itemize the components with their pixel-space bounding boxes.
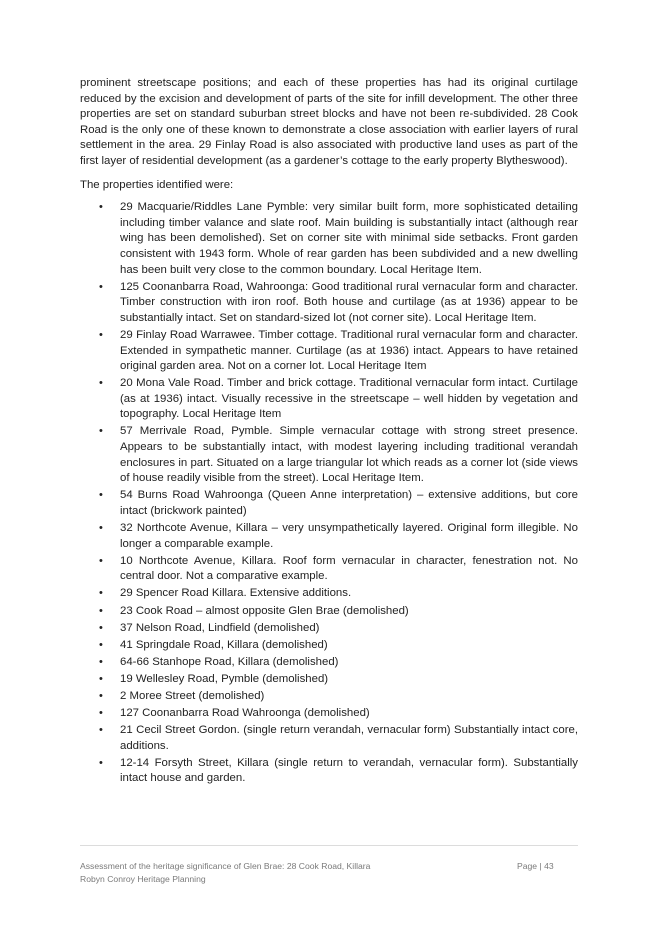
property-list-item bbox=[80, 604, 578, 620]
properties-list bbox=[80, 200, 578, 787]
footer-left bbox=[80, 860, 370, 886]
property-text: 125 Coonanbarra Road, Wahroonga: Good traditional rural vernacular form and character. Timber construction with iron roof. Both house and curtilage (as at 1936) appear to be substantially intact. Set on standard-sized lot (not corner site). Local Heritage Item. bbox=[120, 280, 578, 324]
opening-paragraph: prominent streetscape positions; and each of these properties has had its original curtilage reduced by the excision and development of parts of the site for infill development. The other three properties are set on standard suburban street blocks and have not been re-subdivided. 28 Cook Road is the only one of these known to demonstrate a close association with earlier layers of rural settlement in the area. 29 Finlay Road is also associated with productive land uses as part of the first layer of residential development (as a gardener’s cottage to the early property Blytheswood). bbox=[80, 77, 578, 167]
property-list-item bbox=[80, 706, 578, 722]
property-text: 10 Northcote Avenue, Killara. Roof form vernacular in character, fenestration not. No central door. Not a comparative example. bbox=[120, 554, 578, 583]
bullet-icon: • bbox=[99, 280, 103, 293]
property-text: 19 Wellesley Road, Pymble (demolished) bbox=[120, 672, 329, 685]
property-list-item bbox=[80, 554, 578, 585]
property-list-item bbox=[80, 621, 578, 637]
bullet-icon: • bbox=[99, 489, 103, 502]
bullet-icon: • bbox=[99, 672, 103, 685]
property-list-item bbox=[80, 672, 578, 688]
property-list-item bbox=[80, 655, 578, 671]
bullet-icon: • bbox=[99, 689, 103, 702]
property-list-item bbox=[80, 689, 578, 705]
page-number: Page | 43 bbox=[517, 861, 554, 871]
bullet-icon: • bbox=[99, 604, 103, 617]
bullet-icon: • bbox=[99, 621, 103, 634]
bullet-icon: • bbox=[99, 724, 103, 737]
bullet-icon: • bbox=[99, 638, 103, 651]
bullet-icon: • bbox=[99, 328, 103, 341]
bullet-icon: • bbox=[99, 201, 103, 214]
property-text: 23 Cook Road – almost opposite Glen Brae (demolished) bbox=[120, 604, 409, 617]
property-text: 12-14 Forsyth Street, Killara (single return to verandah, vernacular form). Substantially intact house and garden. bbox=[120, 756, 578, 785]
bullet-icon: • bbox=[99, 707, 103, 720]
property-list-item bbox=[80, 328, 578, 375]
property-list-item bbox=[80, 424, 578, 486]
footer-author: Robyn Conroy Heritage Planning bbox=[80, 874, 206, 884]
bullet-icon: • bbox=[99, 756, 103, 769]
property-text: 41 Springdale Road, Killara (demolished) bbox=[120, 638, 328, 651]
property-text: 20 Mona Vale Road. Timber and brick cottage. Traditional vernacular form intact. Curtilage (as at 1936) intact. Visually recessive in the streetscape – well hidden by vegetation and topography. Local Heritage Item bbox=[120, 377, 578, 421]
property-text: 64-66 Stanhope Road, Killara (demolished) bbox=[120, 655, 339, 668]
properties-intro: The properties identified were: bbox=[80, 178, 234, 191]
property-text: 29 Spencer Road Killara. Extensive additions. bbox=[120, 587, 352, 600]
property-text: 32 Northcote Avenue, Killara – very unsympathetically layered. Original form illegible. No longer a comparable example. bbox=[120, 522, 578, 550]
bullet-icon: • bbox=[99, 425, 103, 438]
property-list-item bbox=[80, 638, 578, 654]
property-list-item bbox=[80, 488, 578, 519]
bullet-icon: • bbox=[99, 554, 103, 567]
footer-divider bbox=[80, 845, 578, 846]
bullet-icon: • bbox=[99, 377, 103, 390]
page-body bbox=[80, 76, 578, 789]
bullet-icon: • bbox=[99, 522, 103, 535]
property-list-item bbox=[80, 376, 578, 423]
property-text: 37 Nelson Road, Lindfield (demolished) bbox=[120, 621, 320, 634]
property-text: 57 Merrivale Road, Pymble. Simple vernacular cottage with strong street presence. Appears to be substantially intact, with modest layering including traditional verandah enclosures in part. Situated on a large triangular lot which reads as a corner lot (side views of house readily visible from the street). Local Heritage Item. bbox=[120, 425, 578, 485]
property-list-item bbox=[80, 756, 578, 787]
property-text: 29 Finlay Road Warrawee. Timber cottage. Traditional rural vernacular form and character. Extended in sympathetic manner. Curtilage (as at 1936) intact. Appears to have retained original garden area. Not on a corner lot. Local Heritage Item bbox=[120, 328, 578, 373]
footer-document-title: Assessment of the heritage significance of Glen Brae: 28 Cook Road, Killara bbox=[80, 861, 371, 871]
bullet-icon: • bbox=[99, 587, 103, 600]
bullet-icon: • bbox=[99, 655, 103, 668]
property-text: 29 Macquarie/Riddles Lane Pymble: very similar built form, more sophisticated detailing including timber valance and slate roof. Main building is substantially intact (although rear wing has been demolished). Set on corner site with minimal side setbacks. Front garden consistent with 1943 form. Whole of rear garden has been subdivided and a new dwelling has been built very close to the common boundary. Local Heritage Item. bbox=[120, 201, 578, 276]
property-list-item bbox=[80, 723, 578, 754]
property-text: 54 Burns Road Wahroonga (Queen Anne interpretation) – extensive additions, but core intact (brickwork painted) bbox=[120, 489, 578, 517]
property-text: 127 Coonanbarra Road Wahroonga (demolished) bbox=[120, 707, 370, 720]
property-list-item bbox=[80, 200, 578, 278]
property-list-item bbox=[80, 521, 578, 552]
property-text: 2 Moree Street (demolished) bbox=[120, 689, 265, 702]
property-list-item bbox=[80, 586, 578, 602]
property-list-item bbox=[80, 280, 578, 327]
property-text: 21 Cecil Street Gordon. (single return verandah, vernacular form) Substantially intact core, additions. bbox=[120, 724, 578, 752]
